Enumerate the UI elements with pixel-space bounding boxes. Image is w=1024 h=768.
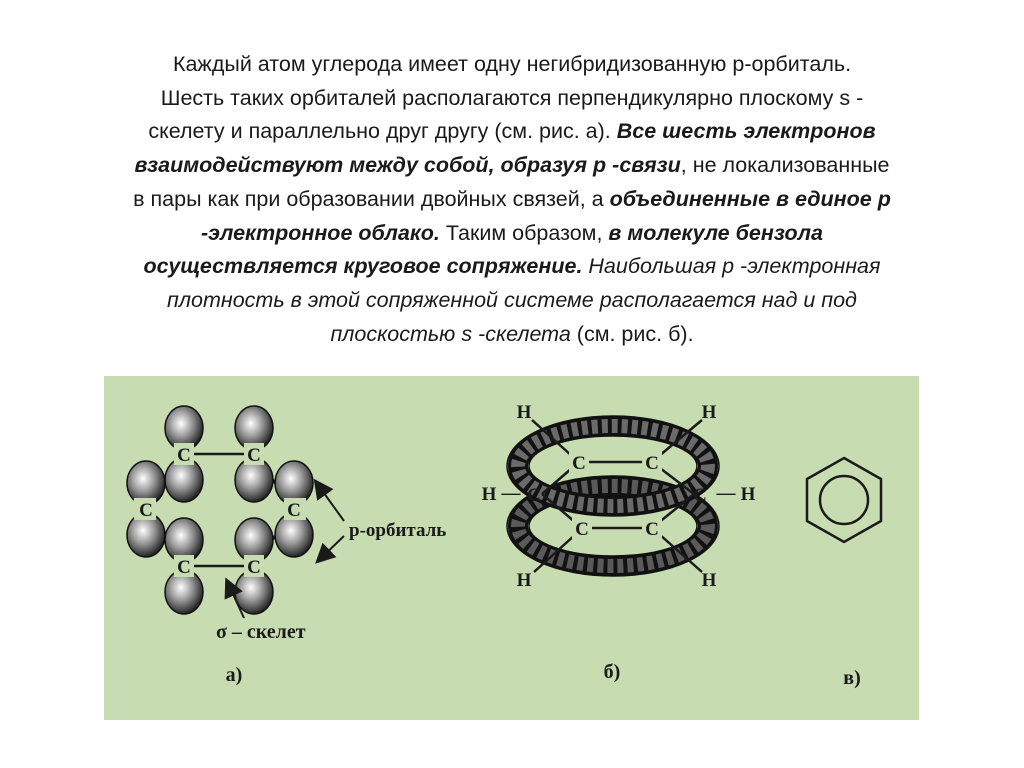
carbon-atom-label: C — [693, 485, 707, 506]
text-run: Каждый атом углерода имеет одну негибридизованную p-орбиталь. — [172, 52, 852, 76]
emphasis-run: Все шесть электронов — [616, 119, 876, 144]
text-run: в пары как при образовании двойных связей, а — [133, 186, 604, 211]
benzene-figure — [104, 376, 919, 720]
bond-dash: — — [501, 483, 521, 504]
carbon-atom-label: C — [645, 453, 659, 474]
paragraph — [40, 48, 984, 351]
text-run: Таким образом, — [445, 220, 603, 245]
carbon-atom-label: C — [177, 445, 191, 466]
hexagon-icon — [807, 458, 881, 542]
orbital-skeleton-diagram — [127, 406, 446, 686]
sigma-skeleton-label: σ – скелет — [216, 621, 306, 643]
paragraph-line-6 — [40, 217, 984, 251]
carbon-atom-label: C — [575, 519, 589, 540]
carbon-labels — [134, 443, 306, 578]
italic-run: Наибольшая p -электронная — [588, 254, 881, 279]
hydrogen-atom-label: H — [701, 570, 717, 591]
caption-b: б) — [603, 661, 621, 683]
emphasis-run: взаимодействуют между собой, образуя p -связи — [134, 153, 681, 178]
caption-c: в) — [843, 667, 861, 689]
paragraph-line-3 — [40, 115, 984, 149]
carbon-atom-label: C — [177, 557, 191, 578]
paragraph-line-9 — [40, 318, 984, 352]
hydrogen-atom-label: H — [701, 402, 717, 423]
italic-run: плоскостью s -скелета — [330, 321, 571, 346]
p-orbital-arrow — [318, 536, 344, 561]
p-orbital-label: p-орбиталь — [349, 520, 447, 541]
carbon-atom-label: C — [139, 500, 153, 521]
carbon-atom-label: C — [645, 519, 659, 540]
hydrogen-atom-label: H — [740, 484, 756, 505]
text-run: Шесть таких орбиталей располагаются перпендикулярно плоскому s - — [160, 85, 864, 110]
italic-run: плотность в этой сопряженной системе располагается над и под — [167, 287, 857, 312]
text-run: (см. рис. б). — [576, 321, 694, 346]
carbon-atom-label: C — [527, 485, 541, 506]
aromatic-ring-icon — [820, 476, 868, 524]
emphasis-run: объединенные в единое p — [609, 186, 891, 211]
carbon-atom-label: C — [247, 557, 261, 578]
text-run: скелету и параллельно друг другу (см. рис. а). — [148, 119, 611, 144]
emphasis-run: осуществляется круговое сопряжение. — [143, 254, 583, 279]
pi-cloud-diagram — [482, 402, 756, 683]
emphasis-run: в молекуле бензола — [608, 220, 824, 245]
carbon-atom-label: C — [287, 500, 301, 521]
carbon-atom-label: C — [247, 445, 261, 466]
p-orbital-arrow — [316, 482, 344, 521]
text-run: , не локализованные — [680, 153, 890, 178]
hydrogen-atom-label: H — [516, 402, 532, 423]
paragraph-line-5 — [40, 183, 984, 217]
benzene-symbol — [807, 458, 881, 689]
paragraph-line-7 — [40, 250, 984, 284]
paragraph-line-1 — [40, 48, 984, 82]
paragraph-line-2 — [40, 82, 984, 116]
paragraph-line-8 — [40, 284, 984, 318]
hydrogen-atom-label: H — [481, 484, 497, 505]
caption-a: а) — [225, 664, 243, 686]
figure-drawing — [104, 376, 919, 720]
paragraph-line-4 — [40, 149, 984, 183]
bond-dash: — — [716, 483, 736, 504]
emphasis-run: -электронное облако. — [200, 220, 440, 245]
hydrogen-atom-label: H — [516, 570, 532, 591]
carbon-atom-label: C — [572, 453, 586, 474]
